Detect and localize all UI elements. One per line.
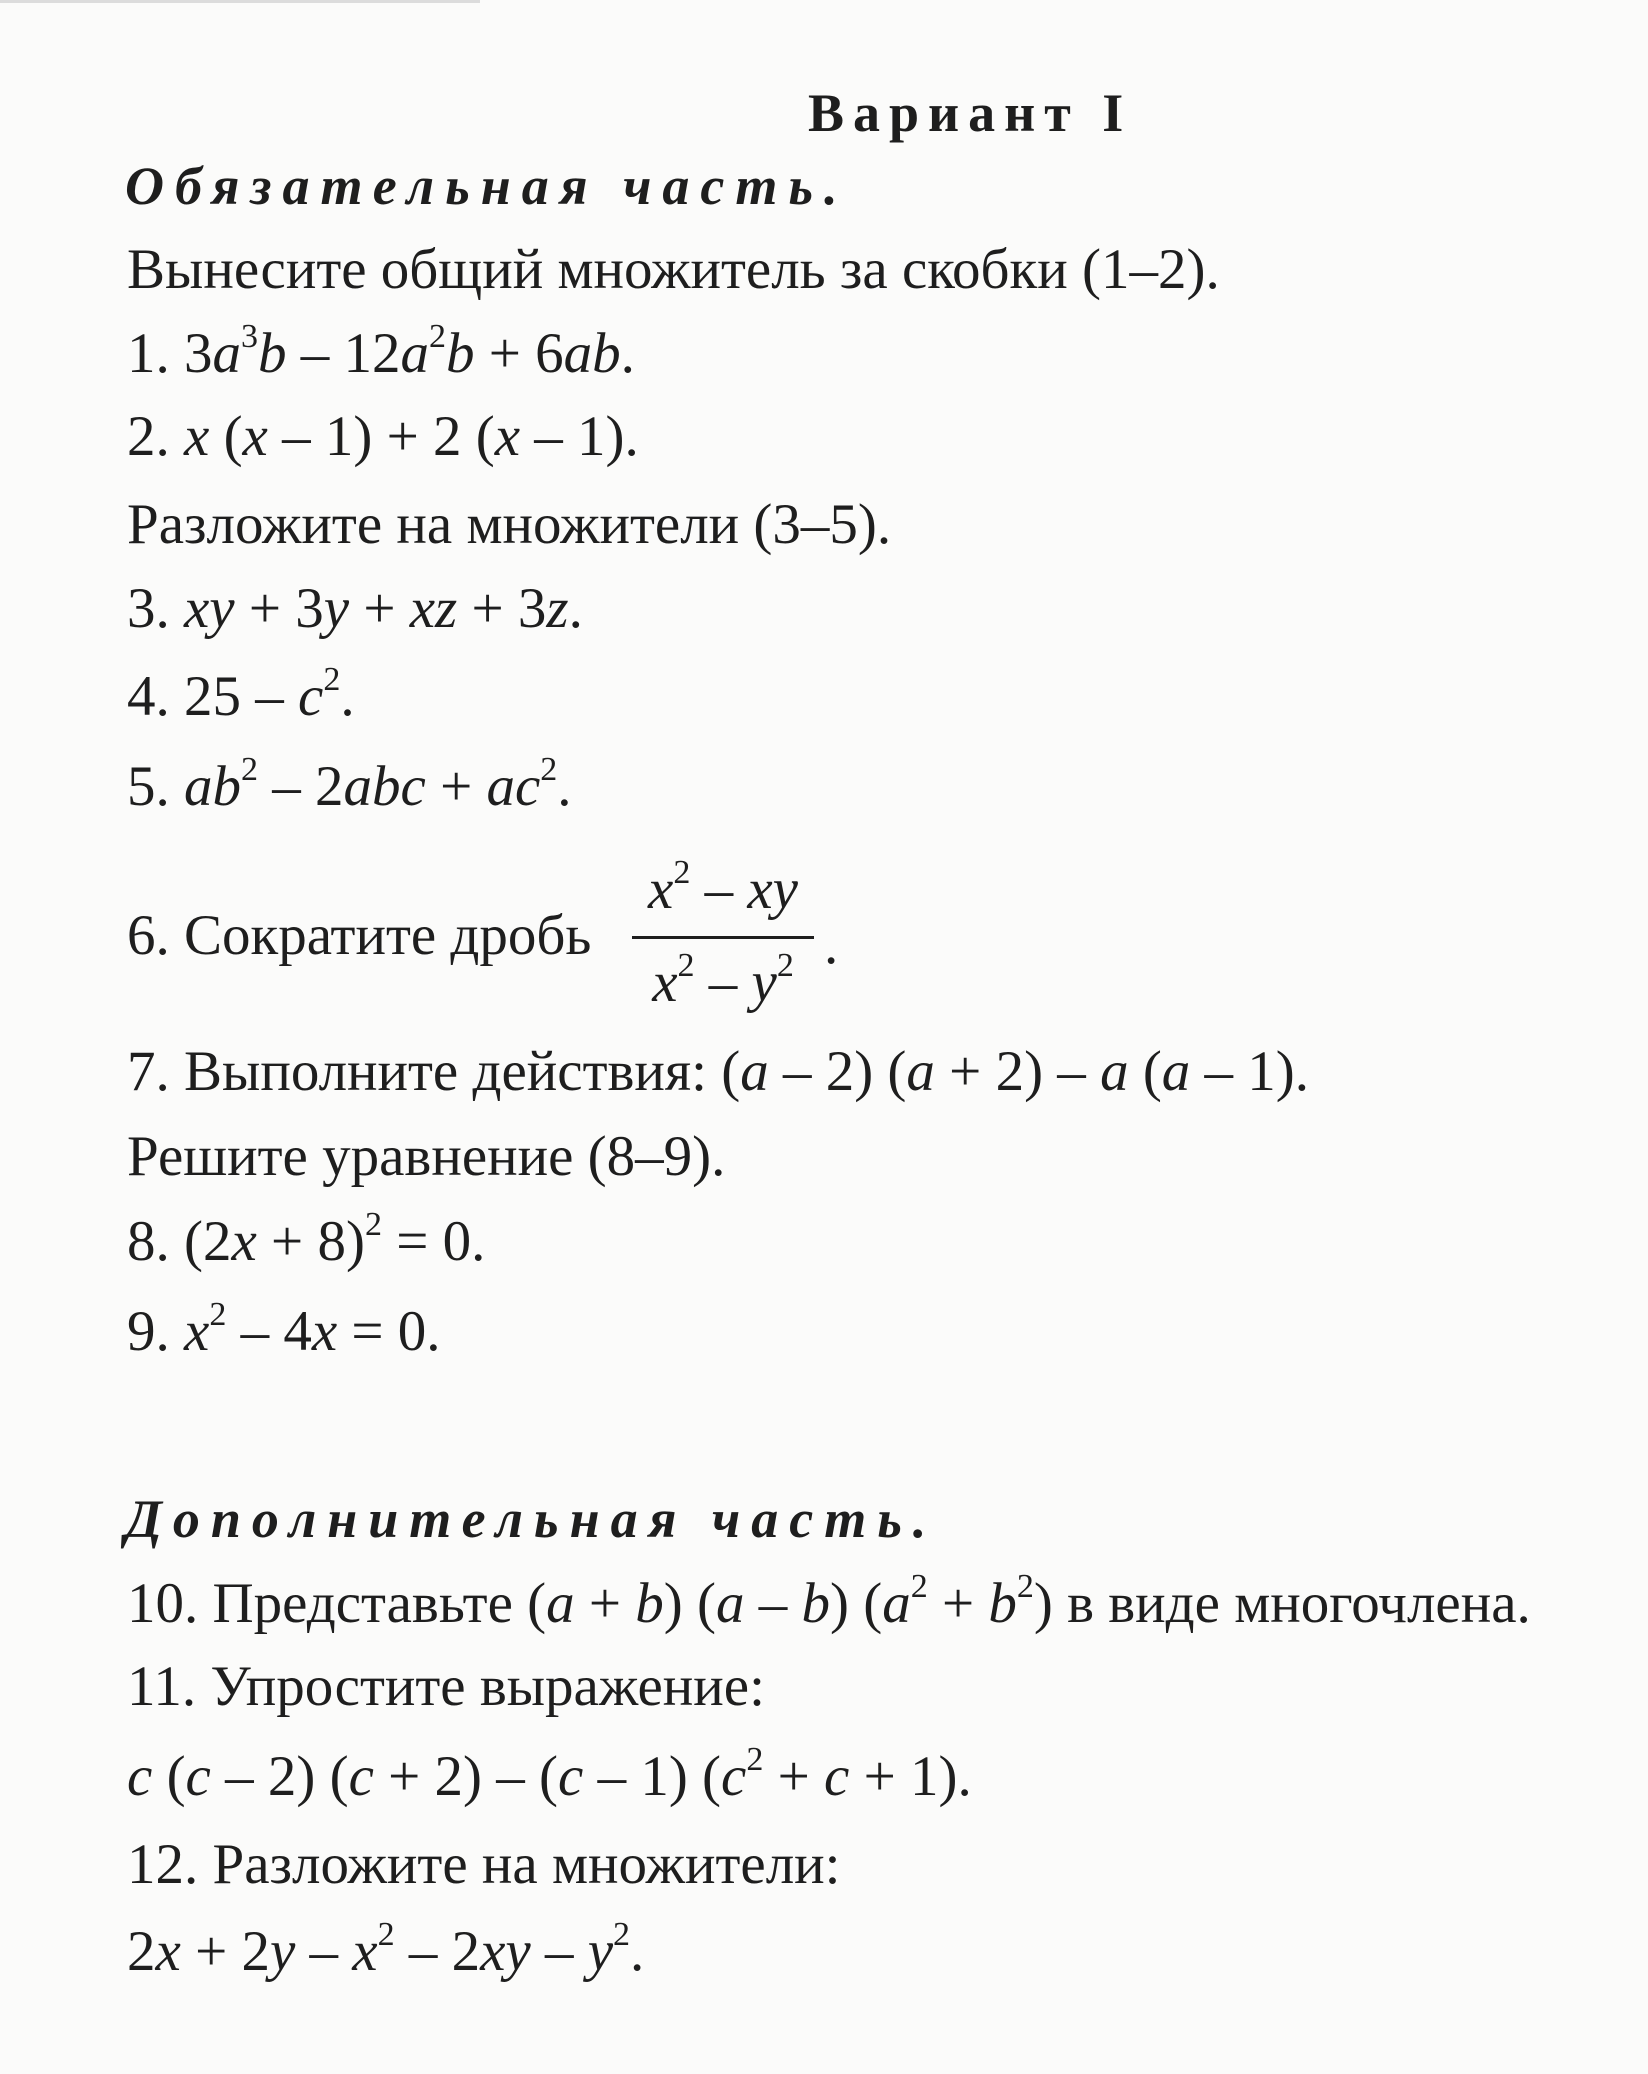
task-10: 10. Представьте (a + b) (a – b) $(a^2 + b^2)$ в виде многочлена. — [127, 1568, 1531, 1635]
task-5: 5. $ab^2 - 2abc + ac^2$. — [127, 751, 572, 818]
task-6-fraction — [632, 854, 814, 1021]
task-7: 7. Выполните действия: (a – 2) (a + 2) – a (a – 1). — [127, 1040, 1310, 1103]
instruction-8-9: Решите уравнение (8–9). — [127, 1125, 726, 1188]
task-3: 3. xy + 3y + xz + 3z. — [127, 577, 583, 640]
task-6-period: . — [824, 913, 839, 976]
task-12-label: 12. Разложите на множители: — [127, 1833, 841, 1896]
scan-edge-line — [0, 0, 480, 3]
instruction-3-5: Разложите на множители (3–5). — [127, 493, 892, 556]
section-additional-heading: Дополнительная часть. — [125, 1489, 938, 1549]
task-9: 9. $x^2 - 4x = 0$. — [127, 1296, 441, 1363]
task-8: 8. $(2x + 8)^2 = 0$. — [127, 1206, 486, 1273]
task-2: 2. x (x – 1) + 2 (x – 1). — [127, 405, 639, 468]
task-6-label: 6. Сократите дробь — [127, 904, 592, 967]
task-11-label: 11. Упростите выражение: — [127, 1655, 765, 1718]
task-4: 4. $25 - c^2$. — [127, 661, 355, 728]
task-12-expression: $2x + 2y - x^2 - 2xy - y^2$. — [127, 1916, 645, 1983]
instruction-1-2: Вынесите общий множитель за скобки (1–2). — [127, 238, 1220, 301]
section-mandatory-heading: Обязательная часть. — [125, 156, 849, 216]
task-1: 1. $3a^3b - 12a^2b + 6ab$. — [127, 318, 635, 385]
fraction-denominator: $x^2 - y^2$ — [652, 947, 794, 1014]
task-11-expression: c (c – 2) (c + 2) – (c – 1) $(c^2 + c + 1)$. — [127, 1741, 972, 1808]
fraction-numerator: $x^2$ – xy — [648, 854, 798, 921]
page-title: Вариант I — [808, 83, 1133, 143]
